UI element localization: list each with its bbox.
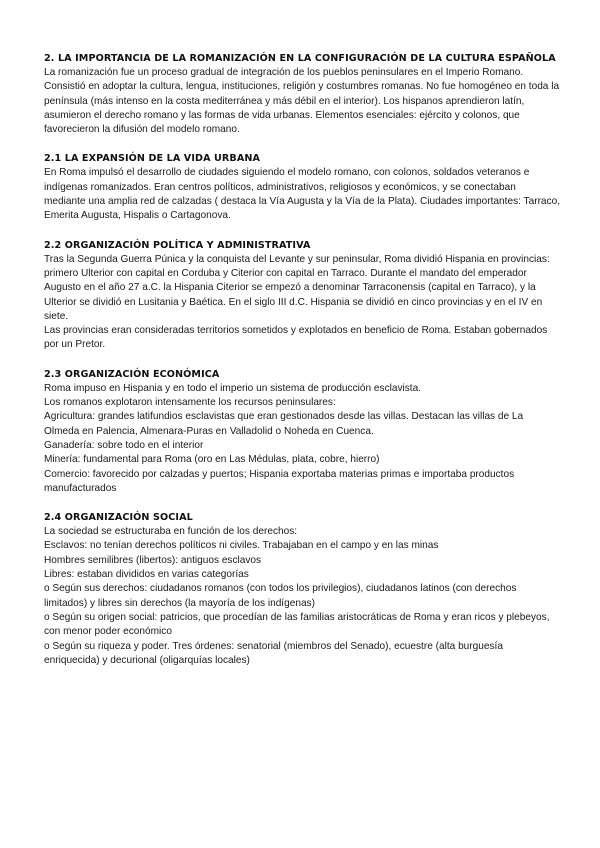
section-organizacion-economica [44, 368, 560, 496]
paragraph: Comercio: favorecido por calzadas y puertos; Hispania exportaba materias primas e importaba productos manufacturados [44, 468, 515, 494]
paragraph: Los romanos explotaron intensamente los recursos peninsulares: [44, 397, 336, 409]
section-heading: 2.3 ORGANIZACIÓN ECONÓMICA [44, 368, 220, 380]
paragraph: La sociedad se estructuraba en función de los derechos: [44, 526, 298, 538]
paragraph: Minería: fundamental para Roma (oro en Las Médulas, plata, cobre, hierro) [44, 454, 380, 466]
paragraph: o Según sus derechos: ciudadanos romanos (con todos los privilegios), ciudadanos latinos (con derechos limitados) y libres sin derechos (la mayoría de los indígenas) [44, 583, 517, 609]
section-heading: 2.2 ORGANIZACIÓN POLÍTICA Y ADMINISTRATIVA [44, 239, 311, 251]
paragraph: Hombres semilibres (libertos): antiguos esclavos [44, 554, 262, 566]
paragraph: o Según su riqueza y poder. Tres órdenes: senatorial (miembros del Senado), ecuestre (alta burguesía enriquecida) y decurional (oligarquías locales) [44, 640, 503, 666]
section-heading: 2.1 LA EXPANSIÓN DE LA VIDA URBANA [44, 153, 260, 165]
paragraph: Libres: estaban divididos en varias categorías [44, 569, 249, 581]
section-heading: 2. LA IMPORTANCIA DE LA ROMANIZACIÓN EN LA CONFIGURACIÓN DE LA CULTURA ESPAÑOLA [44, 53, 556, 64]
section-vida-urbana [44, 152, 560, 223]
paragraph: En Roma impulsó el desarrollo de ciudades siguiendo el modelo romano, con colonos, soldados veteranos e indígenas romanizados. Eran centros políticos, administrativos, religiosos y económicos, y se conectaban mediante una amplia red de calzadas ( destaca la Vía Augusta y la Vía de la Plata). Ciudades importantes: Tarraco, Emerita Augusta, Hispalis o Cartagonova. [44, 167, 561, 222]
paragraph: Agricultura: grandes latifundios esclavistas que eran gestionados desde las villas. Destacan las villas de La Olmeda en Palencia, Almenara-Puras en Valladolid o Noheda en Cuenca. [44, 411, 524, 437]
section-heading: 2.4 ORGANIZACIÓN SOCIAL [44, 512, 193, 524]
section-organizacion-social [44, 511, 560, 668]
paragraph: Tras la Segunda Guerra Púnica y la conquista del Levante y sur peninsular, Roma dividió Hispania en provincias: primero Ulterior con capital en Corduba y Citerior con capital en Tarraco. Durante el mandato del emperador Augusto en el año 27 a.C. la Hispania Citerior se empezó a denominar Tarraconensis (capital en Tarraco), y la Ulterior se dividió en Lusitania y Baética. En el siglo III d.C. Hispania se dividió en cinco provincias y en el IV en siete. [44, 253, 550, 322]
paragraph: Ganadería: sobre todo en el interior [44, 439, 204, 451]
section-organizacion-politica [44, 239, 560, 353]
paragraph: Roma impuso en Hispania y en todo el imperio un sistema de producción esclavista. [44, 382, 422, 394]
paragraph: Las provincias eran consideradas territorios sometidos y explotados en beneficio de Roma. Estaban gobernados por un Pretor. [44, 325, 548, 351]
paragraph: o Según su origen social: patricios, que procedían de las familias aristocráticas de Roma y eran ricos y plebeyos, con menor poder económico [44, 611, 550, 638]
section-romanizacion [44, 52, 560, 137]
paragraph: La romanización fue un proceso gradual de integración de los pueblos peninsulares en el Imperio Romano. Consistió en adoptar la cultura, lengua, instituciones, religión y costumbres romanas. No fue homogéneo en toda la península (más intenso en la costa mediterránea y más débil en el interior). Los hispanos aprendieron latín, asumieron el derecho romano y las formas de vida urbanas. Elementos esenciales: ejército y colonos, que favorecieron la difusión del modelo romano. [44, 67, 560, 136]
paragraph: Esclavos: no tenían derechos políticos ni civiles. Trabajaban en el campo y en las minas [44, 540, 439, 552]
